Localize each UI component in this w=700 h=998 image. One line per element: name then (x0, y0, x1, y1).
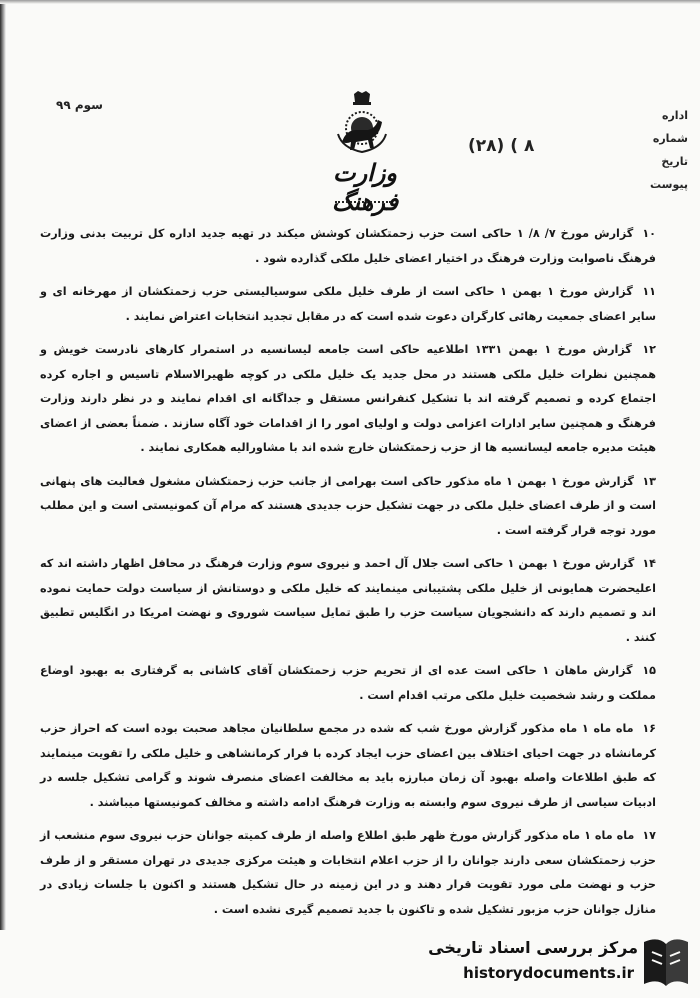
item-number: ۱۷ (642, 829, 656, 842)
report-item (40, 824, 658, 922)
report-item (40, 717, 658, 815)
item-number: ۱۴ (642, 557, 656, 570)
item-text: گزارش ماهان ۱ حاکی است عده ای از تحریم حزب زحمتکشان آقای کاشانی به گرفتاری به بهبود اوضاع مملکت و رشد شخصیت خلیل ملکی مرتب اقدام است . (40, 664, 656, 702)
report-item (40, 659, 658, 708)
item-number: ۱۵ (642, 664, 656, 677)
archive-organization-name: مرکز بررسی اسناد تاریخی (428, 938, 638, 957)
letterhead-labels (636, 104, 688, 196)
item-number: ۱۶ (642, 722, 656, 735)
item-text: گزارش مورخ ۱ بهمن ۱ ماه مذکور حاکی است بهرامی از جانب حزب زحمتکشان مشغول فعالیت های پنهانی است و از طرف اعضای خلیل ملکی در جهت تشکیل حزب جدیدی هستند که مرام آن کمونیستی است و این مطلب مورد توجه قرار گرفته است . (40, 474, 656, 537)
item-text: گزارش مورخ ۱ بهمن ۱۳۳۱ اطلاعیه حاکی است جامعه لیسانسیه در استمرار کارهای نادرست خویش و همچنین نظرات خلیل ملکی هستند در محل جدید یک خلیل ملکی در کوچه ظهیرالاسلام تاسیس و اجاره کرده اجتماع کرده و تصمیم گرفته اند با تشکیل کنفرانس مستقل و جداگانه ای اقدام نمایند و در نظر دارند وزارت فرهنگ و همچنین سایر ادارات اعزامی دولت و اولیای امور را از اقدامات خود آگاه سازند . ضمناً بعضی از اعضای هیئت مدیره جامعه لیسانسیه ها از حزب زحمتکشان خارج شده اند با مشاورالیه همکاری نمایند . (40, 343, 656, 454)
book-logo-icon (640, 934, 692, 990)
item-number: ۱۱ (642, 285, 656, 298)
ministry-title: وزارت فرهنگ (331, 158, 399, 216)
report-item (40, 222, 658, 271)
label-number: شماره (652, 132, 688, 145)
label-date: تاریخ (661, 155, 688, 168)
title-divider (335, 201, 391, 205)
item-text: گزارش مورخ ۷/ ۸/ ۱ حاکی است حزب زحمتکشان کوشش میکند در تهیه جدید اداره کل تربیت بدنی وزارت فرهنگ ناصوابت وزارت فرهنگ در اختیار اعضای خلیل ملکی گذارده شود . (40, 227, 656, 265)
lion-and-sun-emblem-icon (332, 90, 392, 154)
scan-edge-top (0, 0, 700, 4)
report-body (40, 222, 658, 931)
item-number: ۱۲ (642, 343, 656, 356)
report-item (40, 470, 658, 544)
item-text: ماه ماه ۱ ماه مذکور گزارش مورخ شب که شده در مجمع سلطانیان مجاهد صحبت بوده است که احراز حزب کرمانشاه در جهت احیای اختلاف بین اعضای حزب ایجاد کرده با فرار کرمانشاهی و خلیل ملکی را تقویت مینمایند که طبق اطلاعات واصله بهبود آن زمان مبارزه باید به مخالفت اعضای منصرف شوند و گرامی تشکیل جلسه در ادبیات سیاسی از طرف نیروی سوم وابسته به وزارت فرهنگ ادامه داشته و مخالف کمونیستها میباشند . (40, 722, 656, 809)
report-item (40, 338, 658, 461)
archive-website-link[interactable]: historydocuments.ir (463, 964, 634, 982)
item-number: ۱۰ (642, 227, 656, 240)
item-text: گزارش مورخ ۱ بهمن ۱ حاکی است از طرف خلیل ملکی سوسیالیستی حزب زحمتکشان از مهرخانه ای و سایر اعضای جمعیت رهائی کارگران دعوت شده است که در مقابل تجدید انتخابات اعتراض نمایند . (40, 285, 656, 323)
reference-number: ۸ ) (۲۸) (468, 136, 535, 156)
item-text: گزارش مورخ ۱ بهمن ۱ حاکی است جلال آل احمد و نیروی سوم وزارت فرهنگ در محافل اظهار داشته اند که اعلیحضرت همایونی از خلیل ملکی پشتیبانی مینمایند که خلیل ملکی و دوستانش از سیاست دولت حمایت نموده اند و تصمیم دارند که دانشجویان سیاست حزب را طبق تمایل سیاست شوروی و نهضت امریکا در انگلیس تطبیق کنند . (40, 557, 656, 644)
label-attachment: پیوست (650, 178, 688, 191)
label-office: اداره (661, 109, 688, 122)
scan-edge (0, 0, 6, 930)
document-date: سوم ۹۹ (56, 98, 103, 112)
report-item (40, 280, 658, 329)
report-item (40, 552, 658, 650)
item-text: ماه ماه ۱ ماه مذکور گزارش مورخ ظهر طبق اطلاع واصله از طرف کمیته جوانان حزب نیروی سوم منشعب از حزب زحمتکشان سعی دارند جوانان را از حزب اعلام انتخابات و هیئت مرکزی جدیدی در تهران مستقر و از طرف حزب و نهضت ملی مورد تقویت قرار دهند و در این زمینه در حال تشکیل هستند و اکنون با جلسات زیادی در منازل جوانان حزب مزبور تشکیل شده و تاکنون با جدید تصمیم گیری نشده است . (40, 829, 656, 916)
item-number: ۱۳ (642, 474, 656, 488)
